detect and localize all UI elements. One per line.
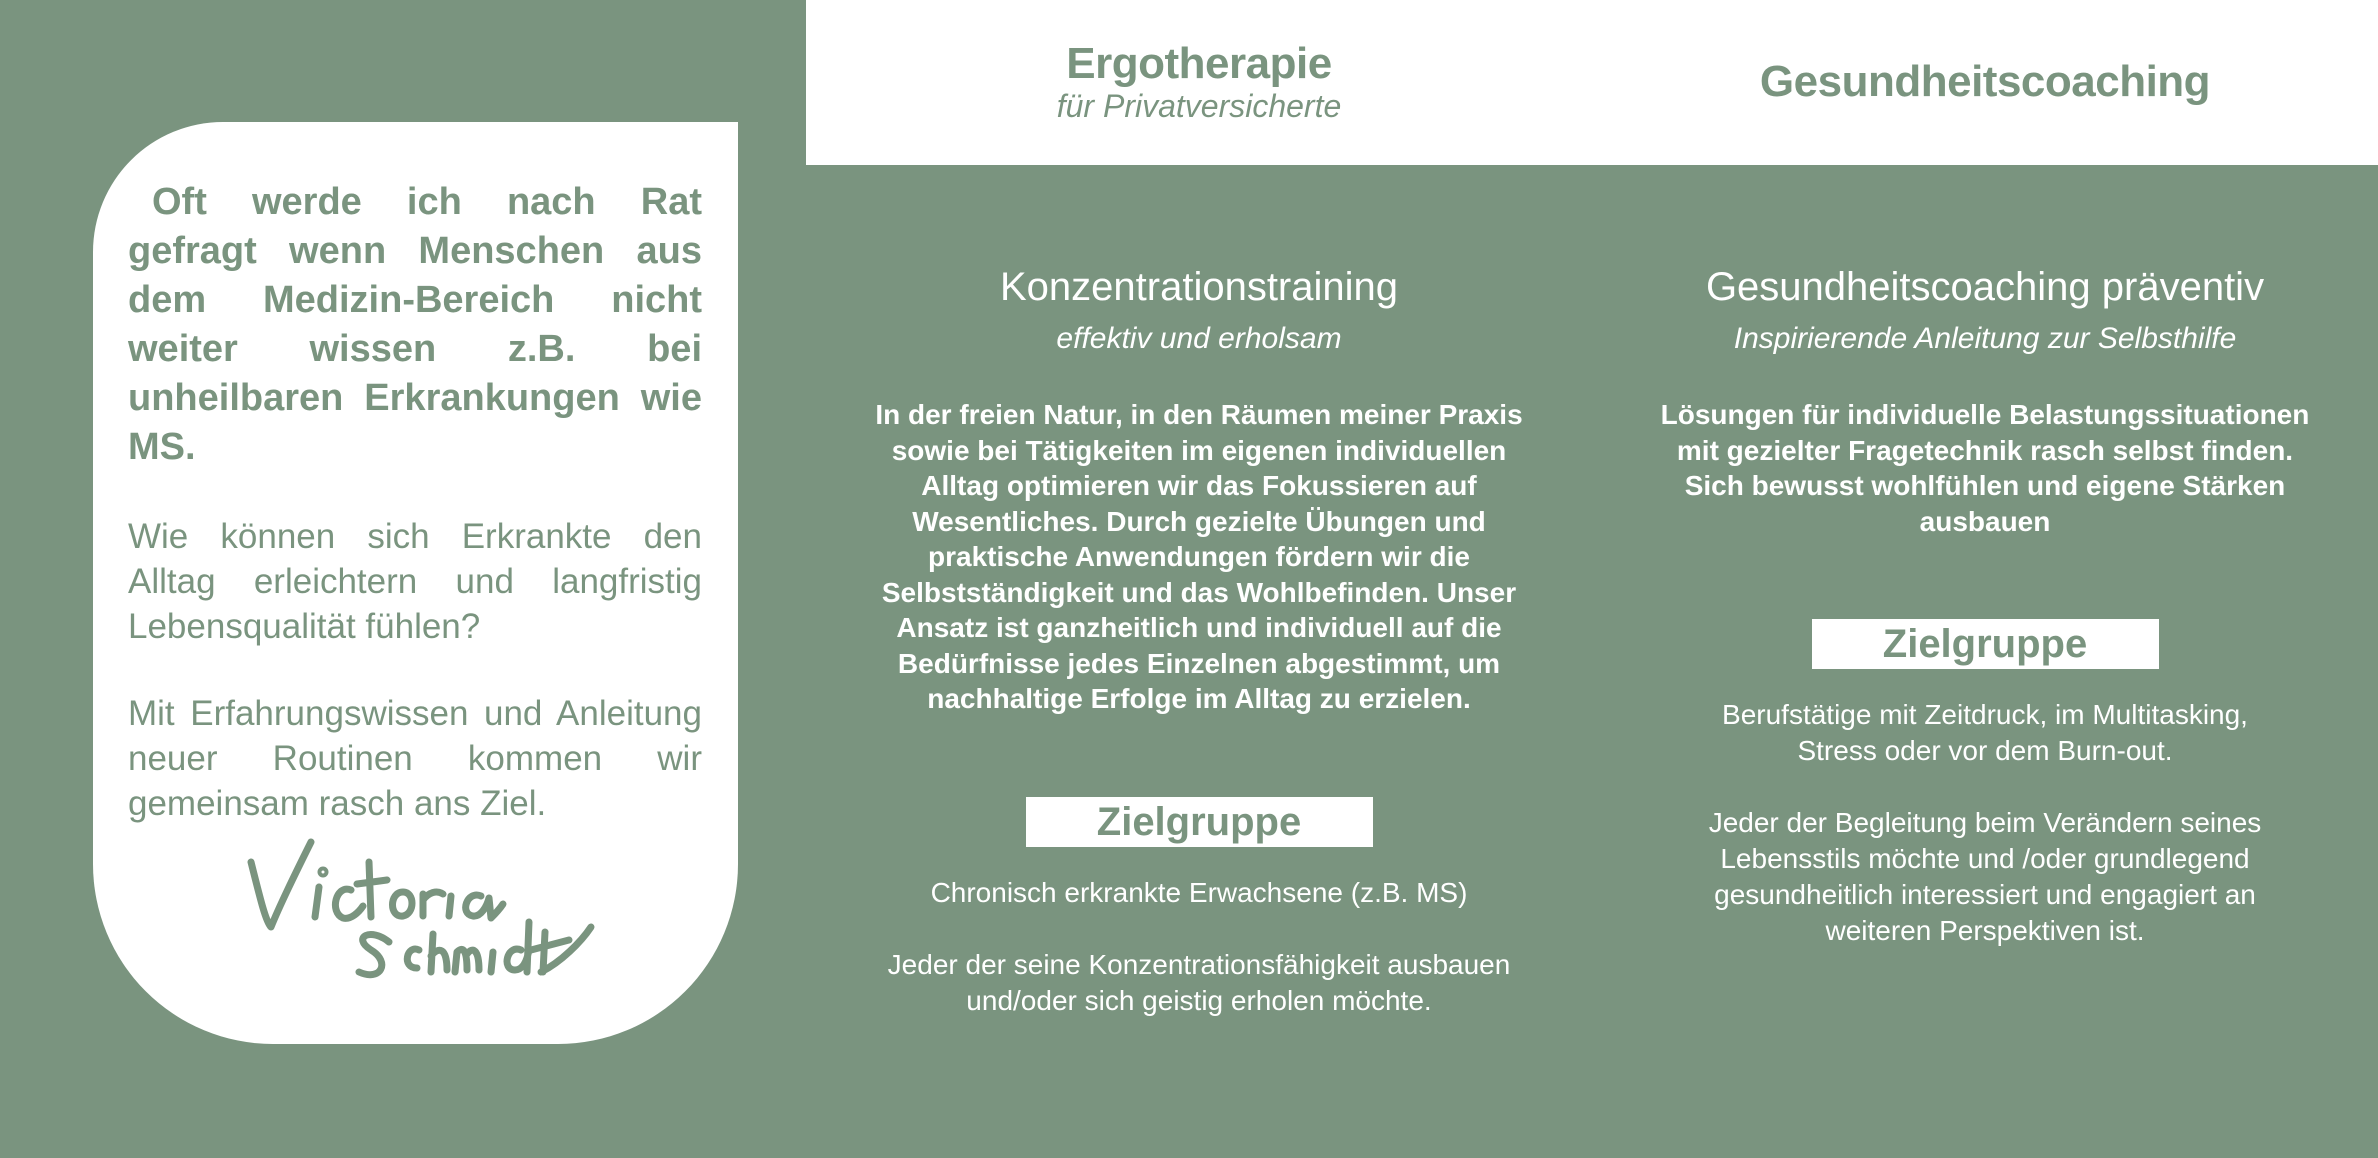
- konzentration-description: In der freien Natur, in den Räumen meiner Praxis sowie bei Tätigkeiten im eigenen individuellen Alltag optimieren wir das Fokussieren auf Wesentliches. Durch gezielte Übungen und praktische Anwendungen fördern wir die Selbstständigkeit und das Wohlbefinden. Unser Ansatz ist ganzheitlich und individuell auf die Bedürfnisse jedes Einzelnen abgestimmt, um nachhaltige Erfolge im Alltag zu erzielen.: [875, 399, 1523, 714]
- intro-question: Wie können sich Erkrankte den Alltag erleichtern und langfristig Lebensqualität fühlen?: [128, 517, 702, 646]
- konzentration-target-1: Chronisch erkrankte Erwachsene (z.B. MS): [930, 876, 1468, 908]
- zielgruppe-badge-left: Zielgruppe: [1026, 797, 1373, 847]
- column-konzentrationstraining: [806, 165, 1592, 1019]
- header-ergotherapie: [806, 0, 1592, 165]
- header-title-ergotherapie: Ergotherapie: [1066, 38, 1332, 88]
- header-gesundheitscoaching: [1592, 0, 2378, 165]
- coaching-target-2: Jeder der Begleitung beim Verändern seines Lebensstils möchte und /oder grundlegend gesundheitlich interessiert und engagiert an weiteren Perspektiven ist.: [1708, 807, 2262, 946]
- intro-lead: Oft werde ich nach Rat gefragt wenn Menschen aus dem Medizin-Bereich nicht weiter wissen z.B. bei unheilbaren Erkrankungen wie MS.: [128, 181, 702, 468]
- konzentration-subtitle: effektiv und erholsam: [1056, 322, 1342, 355]
- intro-card: [93, 122, 738, 1044]
- zielgruppe-badge-right: Zielgruppe: [1812, 619, 2159, 669]
- coaching-title: Gesundheitscoaching präventiv: [1705, 265, 2265, 309]
- coaching-target-1: Berufstätige mit Zeitdruck, im Multitasking, Stress oder vor dem Burn-out.: [1722, 699, 2248, 766]
- intro-answer: Mit Erfahrungswissen und Anleitung neuer Routinen kommen wir gemeinsam rasch ans Ziel.: [128, 694, 702, 823]
- column-gesundheitscoaching: [1592, 165, 2378, 949]
- konzentration-target-2: Jeder der seine Konzentrationsfähigkeit ausbauen und/oder sich geistig erholen möchte.: [887, 948, 1511, 1016]
- coaching-subtitle: Inspirierende Anleitung zur Selbsthilfe: [1733, 322, 2237, 355]
- header-title-gesundheitscoaching: Gesundheitscoaching: [1759, 57, 2211, 107]
- header-subtitle-ergotherapie: für Privatversicherte: [1056, 88, 1342, 125]
- coaching-description: Lösungen für individuelle Belastungssituationen mit gezielter Fragetechnik rasch selbst finden. Sich bewusst wohlfühlen und eigene Stärken ausbauen: [1660, 399, 2310, 537]
- signature-image: [241, 822, 601, 992]
- konzentration-title: Konzentrationstraining: [999, 265, 1399, 309]
